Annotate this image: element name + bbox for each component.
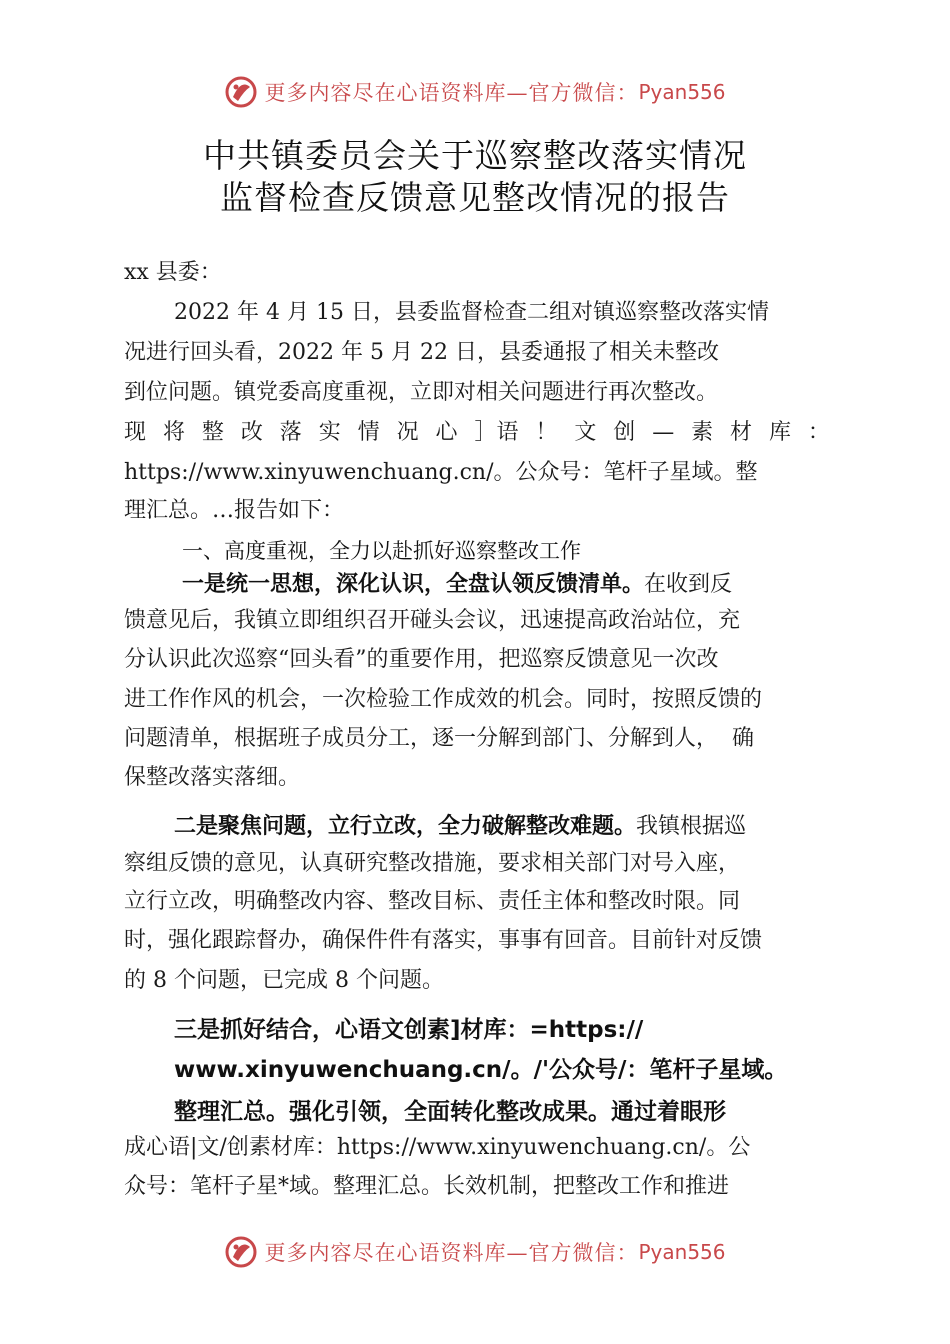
header-watermark xyxy=(0,72,950,112)
point1-line-2: 馈意见后，我镇立即组织召开碰头会议，迅速提高政治站位，充 xyxy=(124,608,741,633)
point1-lead-rest: 在收到反 xyxy=(644,572,733,597)
para1-line-1: 2022 年 4 月 15 日，县委监督检查二组对镇巡察整改落实情 xyxy=(174,300,769,325)
point2-line-3: 立行立改，明确整改内容、整改目标、责任主体和整改时限。同 xyxy=(124,889,741,914)
point1-line-1 xyxy=(182,570,732,600)
point2-line-2: 察组反馈的意见，认真研究整改措施，要求相关部门对号入座， xyxy=(124,851,741,876)
char: 情 xyxy=(357,420,380,445)
watermark-wechat-id: Pyan556 xyxy=(638,1240,726,1264)
char: — xyxy=(652,420,675,445)
char: 将 xyxy=(162,420,185,445)
para1-line-3: 到位问题。镇党委高度重视，立即对相关问题进行再次整改。 xyxy=(124,380,719,405)
char: 整 xyxy=(201,420,224,445)
para1-line-5: https://www.xinyuwenchuang.cn/。公众号：笔杆子星域。整 xyxy=(124,460,758,485)
section-heading-1: 一、高度重视，全力以赴抓好巡察整改工作 xyxy=(182,539,581,563)
point3-bold-line-1: 三是抓好结合，心语文创素]材库：=https:// xyxy=(174,1017,644,1043)
footer-watermark xyxy=(0,1232,950,1272)
char: 心 xyxy=(435,420,458,445)
point2-lead-rest: 我镇根据巡 xyxy=(636,814,747,839)
watermark-wechat-id: Pyan556 xyxy=(638,80,726,104)
point3-line-5: 众号：笔杆子星*域。整理汇总。长效机制，把整改工作和推进 xyxy=(124,1174,730,1199)
point3-line-4: 成心语|文/创素材库：https://www.xinyuwenchuang.cn/。公 xyxy=(124,1135,751,1160)
char: ！ xyxy=(535,420,558,445)
char: ： xyxy=(807,420,830,445)
char: 况 xyxy=(396,420,419,445)
char: 材 xyxy=(730,420,753,445)
char: 文 xyxy=(574,420,597,445)
char: 改 xyxy=(240,420,263,445)
char: 实 xyxy=(318,420,341,445)
point2-line-1 xyxy=(174,812,746,842)
char: 落 xyxy=(279,420,302,445)
para1-line-2: 况进行回头看，2022 年 5 月 22 日，县委通报了相关未整改 xyxy=(124,340,719,365)
point1-line-3: 分认识此次巡察“回头看”的重要作用，把巡察反馈意见一次改 xyxy=(124,647,719,672)
brand-logo-icon xyxy=(224,75,258,109)
watermark-text: 更多内容尽在心语资料库—官方微信： xyxy=(264,1241,639,1265)
document-title-line-2: 监督检查反馈意见整改情况的报告 xyxy=(220,178,730,217)
point2-lead: 二是聚焦问题，立行立改，全力破解整改难题。 xyxy=(174,814,637,839)
char: 现 xyxy=(124,420,147,445)
point1-lead: 一是统一思想，深化认识，全盘认领反馈清单。 xyxy=(182,572,645,597)
salutation: xx 县委： xyxy=(124,260,222,285)
point3-bold-line-3: 整理汇总。强化引领，全面转化整改成果。通过着眼形 xyxy=(174,1099,726,1125)
point2-line-4: 时，强化跟踪督办，确保件件有落实，事事有回音。目前针对反馈 xyxy=(124,928,763,953)
char: 创 xyxy=(613,420,636,445)
para1-line-4 xyxy=(124,418,830,448)
brand-logo-icon xyxy=(224,1235,258,1269)
para1-line-6: 理汇总。…报告如下： xyxy=(124,498,345,523)
point2-line-5: 的 8 个问题，已完成 8 个问题。 xyxy=(124,968,444,993)
document-title-line-1: 中共镇委员会关于巡察整改落实情况 xyxy=(203,136,747,175)
char: ］语 xyxy=(474,420,519,445)
watermark-text: 更多内容尽在心语资料库—官方微信： xyxy=(264,81,639,105)
point1-line-4: 进工作作风的机会，一次检验工作成效的机会。同时，按照反馈的 xyxy=(124,687,763,712)
char: 库 xyxy=(768,420,791,445)
point1-line-6: 保整改落实落细。 xyxy=(124,765,301,790)
point1-line-5: 问题清单，根据班子成员分工，逐一分解到部门、分解到人， 确 xyxy=(124,726,754,751)
point3-bold-line-2: www.xinyuwenchuang.cn/。/'公众号/：笔杆子星域。 xyxy=(174,1057,788,1083)
char: 素 xyxy=(691,420,714,445)
